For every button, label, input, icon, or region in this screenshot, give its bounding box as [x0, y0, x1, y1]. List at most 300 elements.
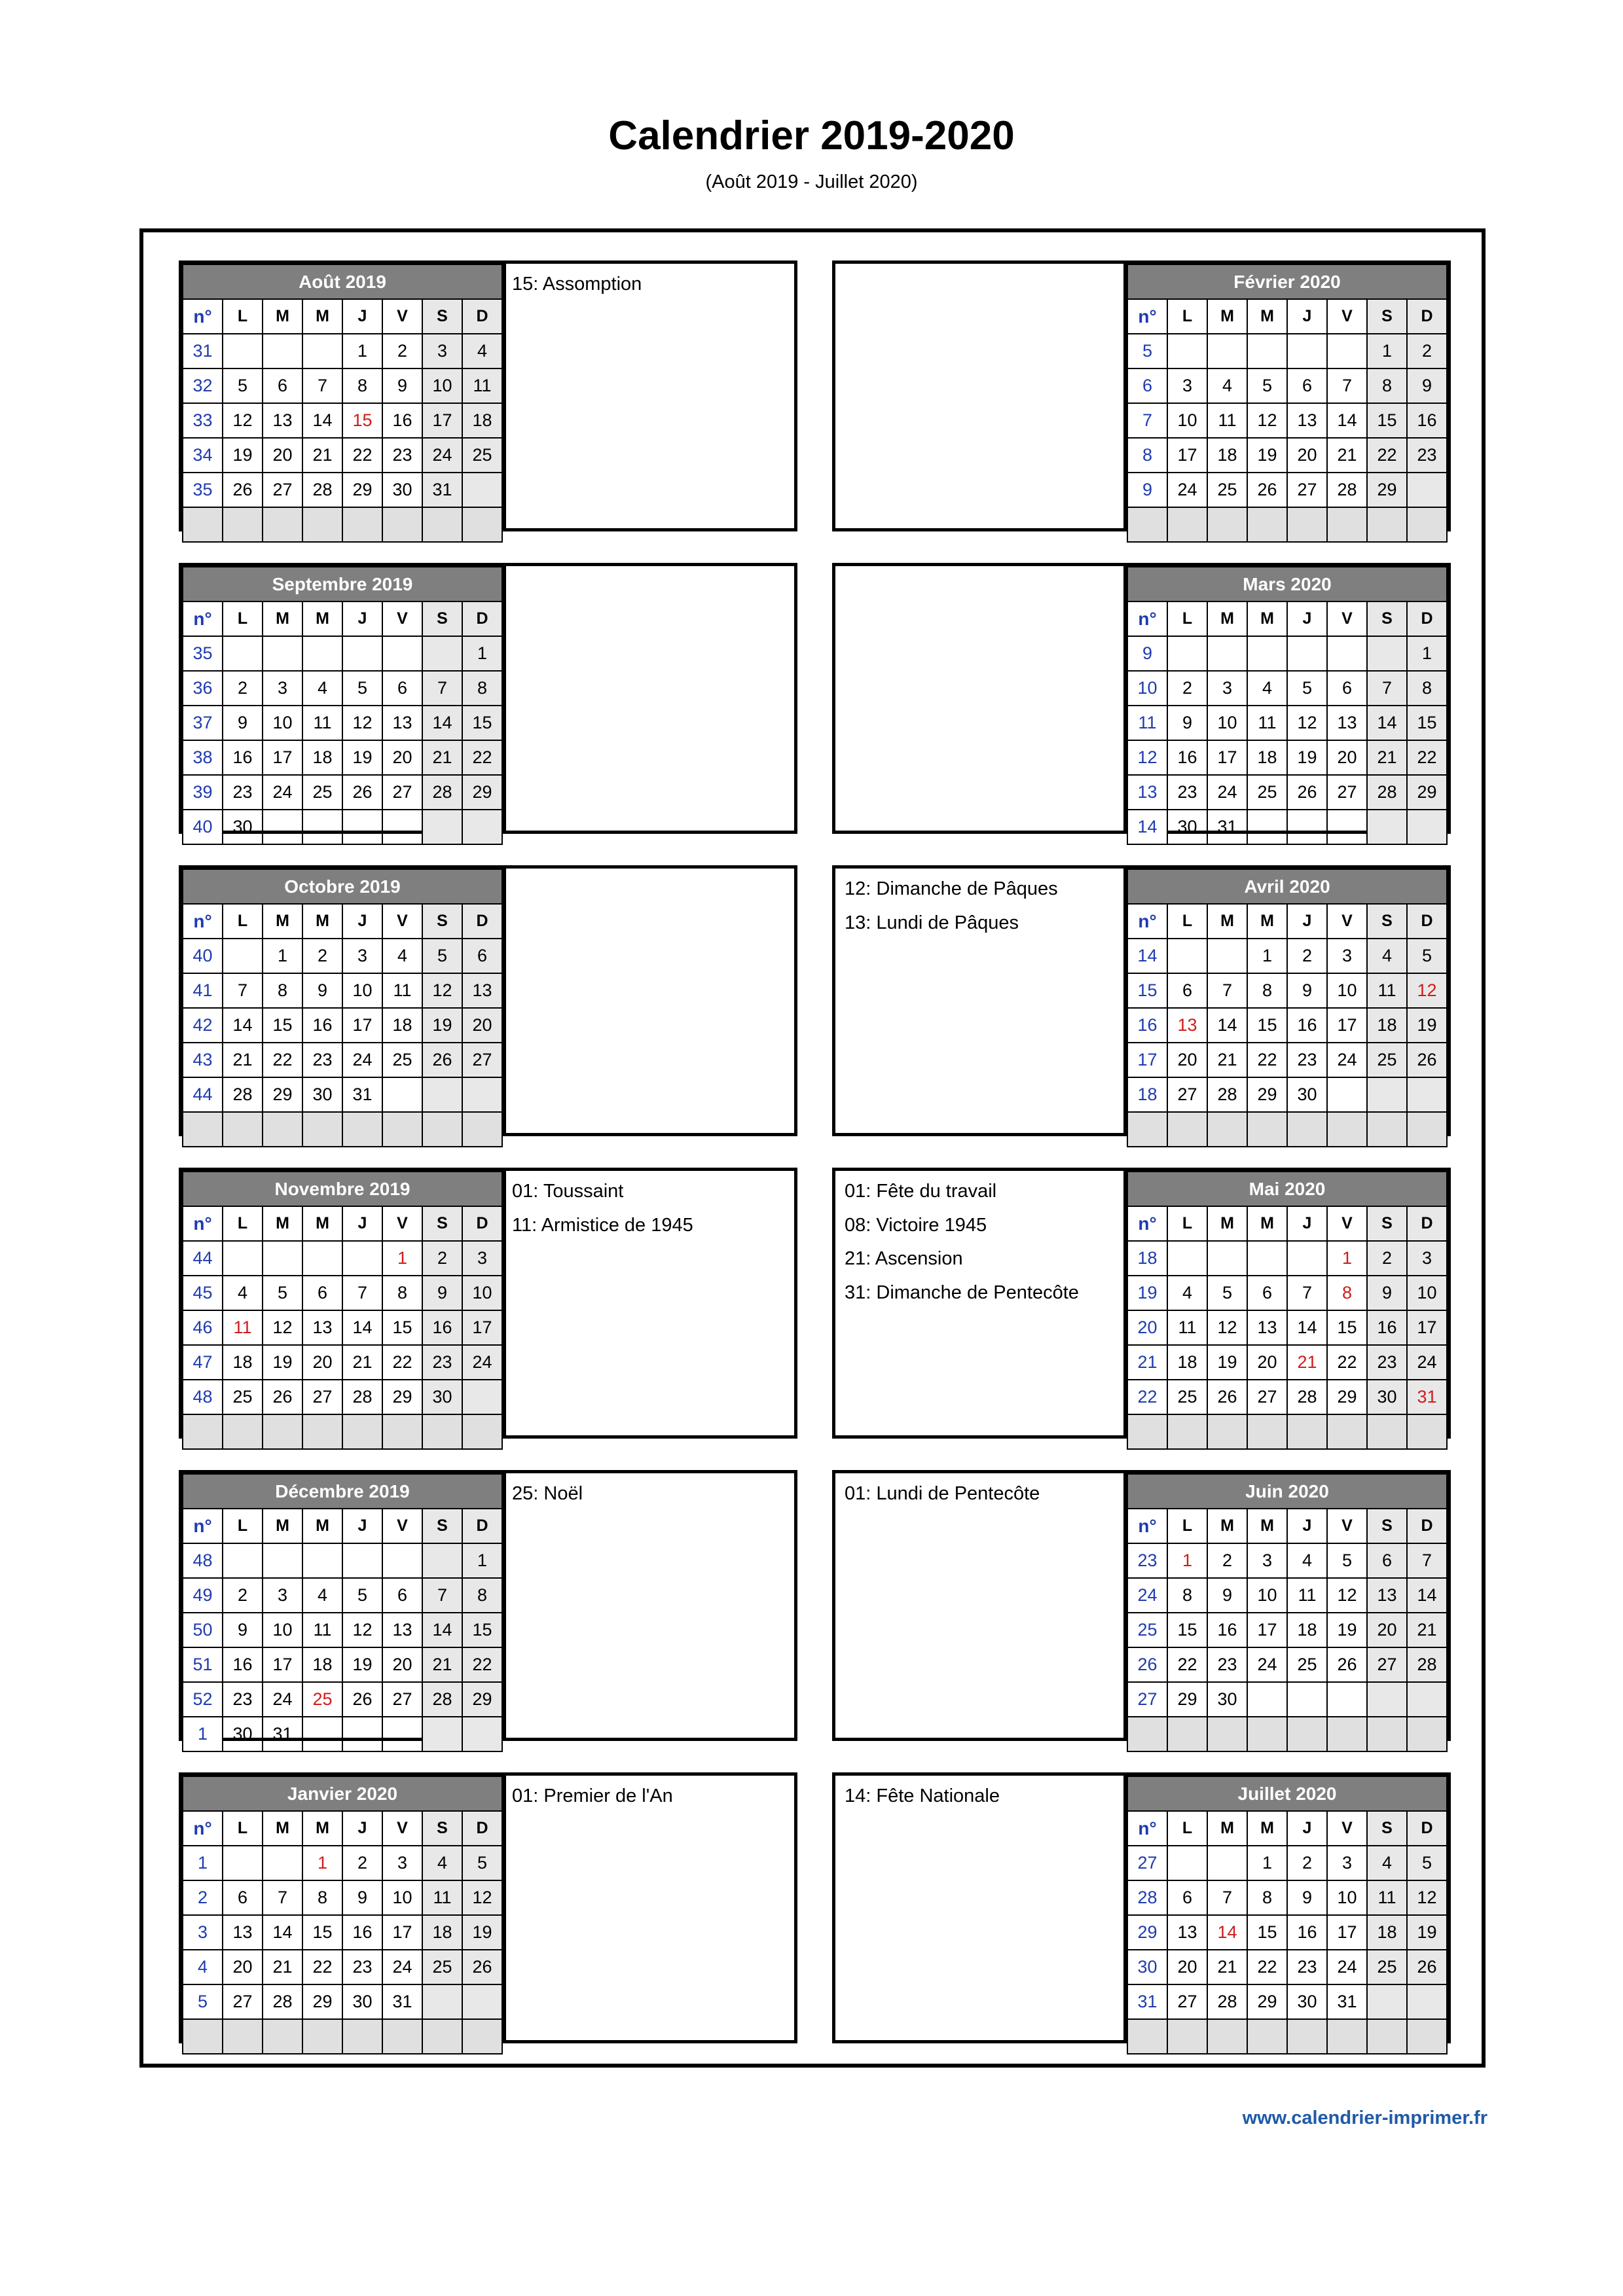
- week-number: 12: [1127, 740, 1167, 775]
- day-header: M: [1207, 601, 1247, 636]
- day-cell: 8: [382, 1276, 422, 1310]
- day-cell: 24: [1327, 1043, 1367, 1077]
- day-cell: [422, 507, 462, 542]
- day-cell: [342, 1112, 382, 1147]
- day-cell: 21: [422, 740, 462, 775]
- day-cell: [1327, 1112, 1367, 1147]
- month-name: Avril 2020: [1127, 869, 1447, 904]
- month-calendar: [1123, 566, 1448, 836]
- day-cell: [1407, 1112, 1447, 1147]
- day-cell: [1247, 636, 1287, 671]
- week-number: 20: [1127, 1310, 1167, 1345]
- holiday-note: 31: Dimanche de Pentecôte: [845, 1282, 1079, 1303]
- day-cell: 7: [1207, 973, 1247, 1008]
- week-number: 10: [1127, 671, 1167, 706]
- day-cell: [1167, 1717, 1207, 1751]
- day-cell: 24: [382, 1950, 422, 1984]
- day-cell: 15: [302, 1915, 342, 1950]
- week-number: [183, 1112, 223, 1147]
- week-number: 35: [183, 636, 223, 671]
- day-cell: [382, 1112, 422, 1147]
- day-header: M: [1207, 904, 1247, 939]
- month-block: [179, 1470, 797, 1744]
- month-calendar: [1123, 1473, 1448, 1738]
- day-cell: 7: [223, 973, 263, 1008]
- day-cell: [1247, 1717, 1287, 1751]
- day-header: V: [382, 1811, 422, 1846]
- day-cell: [1367, 2019, 1407, 2054]
- day-cell: 12: [342, 1613, 382, 1647]
- day-header: J: [1287, 1811, 1327, 1846]
- week-number: 23: [1127, 1543, 1167, 1578]
- day-cell: 29: [342, 473, 382, 507]
- day-cell: [1247, 2019, 1287, 2054]
- week-number: 40: [183, 939, 223, 973]
- week-number-header: n°: [183, 1206, 223, 1241]
- month-block: [832, 1168, 1451, 1439]
- day-cell: [462, 1112, 502, 1147]
- month-calendar: [182, 566, 506, 836]
- day-header: M: [1207, 1509, 1247, 1543]
- day-cell: 3: [382, 1846, 422, 1880]
- day-cell: 5: [263, 1276, 302, 1310]
- day-cell: 25: [223, 1380, 263, 1414]
- week-row: [1127, 403, 1447, 438]
- day-cell: 12: [1407, 1880, 1447, 1915]
- day-header: J: [1287, 1509, 1327, 1543]
- day-cell: 11: [1287, 1578, 1327, 1613]
- day-cell: [462, 1077, 502, 1112]
- week-number: 35: [183, 473, 223, 507]
- day-cell: [422, 1717, 462, 1751]
- day-cell: 2: [1207, 1543, 1247, 1578]
- week-number: 38: [183, 740, 223, 775]
- day-cell: 31: [1407, 1380, 1447, 1414]
- day-cell: [1327, 636, 1367, 671]
- month-name: Septembre 2019: [183, 567, 502, 601]
- day-cell: [1367, 1717, 1407, 1751]
- day-cell: 1: [462, 636, 502, 671]
- day-cell: 7: [1367, 671, 1407, 706]
- day-cell: [1287, 334, 1327, 368]
- day-cell: [1287, 1682, 1327, 1717]
- month-name: Mars 2020: [1127, 567, 1447, 601]
- week-row: [183, 1578, 502, 1613]
- day-cell: 1: [302, 1846, 342, 1880]
- day-cell: 8: [1367, 368, 1407, 403]
- day-cell: 23: [1167, 775, 1207, 810]
- day-cell: 18: [1207, 438, 1247, 473]
- week-row: [1127, 1345, 1447, 1380]
- day-cell: 31: [422, 473, 462, 507]
- week-row: [1127, 368, 1447, 403]
- day-cell: 15: [382, 1310, 422, 1345]
- day-cell: 13: [382, 1613, 422, 1647]
- day-cell: [302, 2019, 342, 2054]
- day-cell: 16: [422, 1310, 462, 1345]
- day-cell: 23: [1367, 1345, 1407, 1380]
- day-cell: 3: [342, 939, 382, 973]
- month-table: [1127, 566, 1448, 845]
- day-cell: 6: [1327, 671, 1367, 706]
- week-row: [1127, 1414, 1447, 1449]
- day-cell: [422, 2019, 462, 2054]
- week-number: 15: [1127, 973, 1167, 1008]
- day-cell: 19: [422, 1008, 462, 1043]
- day-cell: 14: [1287, 1310, 1327, 1345]
- week-number-header: n°: [1127, 904, 1167, 939]
- holiday-notes: [835, 264, 1130, 268]
- day-cell: 29: [462, 1682, 502, 1717]
- day-header: M: [1247, 1811, 1287, 1846]
- week-row: [183, 368, 502, 403]
- day-cell: [382, 1414, 422, 1449]
- week-number: 37: [183, 706, 223, 740]
- day-cell: [1247, 334, 1287, 368]
- day-cell: 7: [1327, 368, 1367, 403]
- day-cell: 22: [462, 1647, 502, 1682]
- week-row: [1127, 1276, 1447, 1310]
- day-cell: 5: [1247, 368, 1287, 403]
- day-cell: 30: [223, 1717, 263, 1751]
- day-cell: 27: [263, 473, 302, 507]
- week-row: [183, 1682, 502, 1717]
- holiday-note: 13: Lundi de Pâques: [845, 912, 1019, 933]
- day-cell: 31: [1327, 1984, 1367, 2019]
- day-cell: 13: [1367, 1578, 1407, 1613]
- day-header: V: [1327, 299, 1367, 334]
- week-row: [1127, 1846, 1447, 1880]
- day-header: D: [462, 904, 502, 939]
- day-cell: 2: [302, 939, 342, 973]
- day-cell: [223, 334, 263, 368]
- day-header: V: [382, 601, 422, 636]
- day-cell: 15: [1367, 403, 1407, 438]
- day-header: M: [263, 601, 302, 636]
- week-number-header: n°: [1127, 601, 1167, 636]
- day-cell: 18: [302, 1647, 342, 1682]
- day-cell: [1207, 2019, 1247, 2054]
- day-cell: 5: [1327, 1543, 1367, 1578]
- month-calendar: [182, 1171, 506, 1435]
- day-cell: 12: [1327, 1578, 1367, 1613]
- day-cell: [1247, 810, 1287, 844]
- day-header: M: [1207, 1811, 1247, 1846]
- day-cell: 19: [342, 1647, 382, 1682]
- week-row: [1127, 1380, 1447, 1414]
- week-row: [183, 1276, 502, 1310]
- month-block: [179, 1772, 797, 2043]
- week-row: [183, 1414, 502, 1449]
- day-cell: 28: [263, 1984, 302, 2019]
- day-header: V: [1327, 1811, 1367, 1846]
- day-cell: [1167, 2019, 1207, 2054]
- day-cell: 26: [1287, 775, 1327, 810]
- week-number: 33: [183, 403, 223, 438]
- day-header: L: [1167, 1509, 1207, 1543]
- day-cell: 9: [302, 973, 342, 1008]
- day-cell: [263, 810, 302, 844]
- day-cell: 11: [302, 706, 342, 740]
- month-table: [1127, 264, 1448, 543]
- week-number: 46: [183, 1310, 223, 1345]
- day-cell: 1: [462, 1543, 502, 1578]
- day-cell: [1207, 1414, 1247, 1449]
- week-number: 6: [1127, 368, 1167, 403]
- holiday-notes: [503, 869, 797, 872]
- day-header: M: [263, 1811, 302, 1846]
- day-cell: 7: [422, 1578, 462, 1613]
- holiday-notes: [835, 1776, 1130, 1814]
- day-cell: 13: [302, 1310, 342, 1345]
- day-cell: 18: [1367, 1008, 1407, 1043]
- day-cell: 15: [1167, 1613, 1207, 1647]
- week-number: 29: [1127, 1915, 1167, 1950]
- day-cell: 23: [422, 1345, 462, 1380]
- week-number: 34: [183, 438, 223, 473]
- week-number: 27: [1127, 1846, 1167, 1880]
- week-number-header: n°: [1127, 1206, 1167, 1241]
- week-row: [183, 2019, 502, 2054]
- day-header: S: [1367, 299, 1407, 334]
- week-row: [1127, 2019, 1447, 2054]
- day-cell: 21: [422, 1647, 462, 1682]
- day-cell: 22: [1167, 1647, 1207, 1682]
- day-cell: 16: [1367, 1310, 1407, 1345]
- day-cell: 4: [462, 334, 502, 368]
- day-cell: 15: [1247, 1008, 1287, 1043]
- month-name: Février 2020: [1127, 264, 1447, 299]
- day-cell: [1327, 1414, 1367, 1449]
- holiday-note: 01: Toussaint: [512, 1181, 624, 1202]
- day-cell: 10: [462, 1276, 502, 1310]
- day-cell: [1367, 507, 1407, 542]
- day-cell: [1167, 1241, 1207, 1276]
- day-header: M: [1247, 299, 1287, 334]
- day-cell: 27: [1287, 473, 1327, 507]
- day-cell: [382, 1077, 422, 1112]
- day-cell: 4: [1207, 368, 1247, 403]
- week-number: 48: [183, 1380, 223, 1414]
- month-table: [1127, 1473, 1448, 1752]
- week-number: 17: [1127, 1043, 1167, 1077]
- day-header: M: [302, 299, 342, 334]
- week-number: 51: [183, 1647, 223, 1682]
- day-cell: 20: [302, 1345, 342, 1380]
- day-cell: 15: [462, 706, 502, 740]
- holiday-notes: [503, 1171, 797, 1242]
- day-header: J: [1287, 904, 1327, 939]
- day-cell: 13: [462, 973, 502, 1008]
- website-link[interactable]: www.calendrier-imprimer.fr: [1242, 2108, 1487, 2128]
- day-cell: 28: [1207, 1984, 1247, 2019]
- day-cell: 10: [1167, 403, 1207, 438]
- day-cell: 31: [263, 1717, 302, 1751]
- day-header: M: [1247, 904, 1287, 939]
- day-cell: 7: [263, 1880, 302, 1915]
- day-header: M: [263, 299, 302, 334]
- day-cell: 8: [1407, 671, 1447, 706]
- day-cell: [223, 1846, 263, 1880]
- day-cell: 2: [1367, 1241, 1407, 1276]
- day-cell: 26: [1407, 1043, 1447, 1077]
- day-cell: 4: [1367, 1846, 1407, 1880]
- day-cell: 27: [1247, 1380, 1287, 1414]
- day-cell: [342, 1543, 382, 1578]
- day-header: L: [1167, 904, 1207, 939]
- day-cell: 29: [1167, 1682, 1207, 1717]
- week-row: [1127, 706, 1447, 740]
- day-cell: [462, 1717, 502, 1751]
- day-cell: [1287, 1241, 1327, 1276]
- month-table: [182, 1171, 503, 1450]
- day-header: V: [382, 904, 422, 939]
- week-number: 43: [183, 1043, 223, 1077]
- week-number: 14: [1127, 810, 1167, 844]
- day-cell: 9: [382, 368, 422, 403]
- day-cell: 11: [1367, 973, 1407, 1008]
- day-cell: 11: [1247, 706, 1287, 740]
- day-cell: 25: [1247, 775, 1287, 810]
- month-table: [182, 566, 503, 845]
- day-cell: 23: [382, 438, 422, 473]
- day-cell: 24: [422, 438, 462, 473]
- day-cell: [1207, 334, 1247, 368]
- week-row: [183, 1915, 502, 1950]
- day-cell: [1207, 1717, 1247, 1751]
- week-row: [183, 1880, 502, 1915]
- day-cell: 11: [1167, 1310, 1207, 1345]
- month-block: [179, 260, 797, 531]
- month-block: [832, 865, 1451, 1136]
- day-cell: 2: [382, 334, 422, 368]
- day-cell: [223, 1241, 263, 1276]
- week-row: [183, 1112, 502, 1147]
- day-header: S: [422, 299, 462, 334]
- day-header: J: [342, 299, 382, 334]
- day-cell: [223, 939, 263, 973]
- day-header: S: [1367, 1206, 1407, 1241]
- day-cell: 29: [302, 1984, 342, 2019]
- day-cell: 1: [342, 334, 382, 368]
- day-cell: 30: [342, 1984, 382, 2019]
- day-cell: [263, 636, 302, 671]
- day-cell: 6: [1287, 368, 1327, 403]
- week-number-header: n°: [183, 601, 223, 636]
- day-header: J: [1287, 1206, 1327, 1241]
- day-cell: [1327, 507, 1367, 542]
- week-number: 49: [183, 1578, 223, 1613]
- day-cell: [1407, 1717, 1447, 1751]
- day-cell: [1207, 939, 1247, 973]
- day-cell: 9: [1287, 1880, 1327, 1915]
- holiday-notes: [835, 1171, 1130, 1310]
- day-cell: 24: [1247, 1647, 1287, 1682]
- day-cell: 10: [1327, 1880, 1367, 1915]
- day-cell: 20: [263, 438, 302, 473]
- day-cell: [223, 1112, 263, 1147]
- week-row: [1127, 740, 1447, 775]
- day-cell: 19: [1327, 1613, 1367, 1647]
- week-row: [1127, 507, 1447, 542]
- day-cell: 11: [1207, 403, 1247, 438]
- day-header: D: [1407, 601, 1447, 636]
- holiday-note: 25: Noël: [512, 1483, 583, 1504]
- day-cell: 1: [263, 939, 302, 973]
- day-cell: 5: [223, 368, 263, 403]
- day-cell: 10: [263, 1613, 302, 1647]
- day-cell: 8: [1247, 1880, 1287, 1915]
- week-number: 22: [1127, 1380, 1167, 1414]
- day-cell: 21: [1367, 740, 1407, 775]
- day-cell: 22: [1247, 1043, 1287, 1077]
- day-cell: 22: [462, 740, 502, 775]
- day-cell: [302, 1112, 342, 1147]
- day-cell: 2: [1407, 334, 1447, 368]
- week-number-header: n°: [1127, 1509, 1167, 1543]
- day-cell: 15: [263, 1008, 302, 1043]
- day-cell: 26: [263, 1380, 302, 1414]
- day-header: J: [1287, 299, 1327, 334]
- day-cell: 21: [1407, 1613, 1447, 1647]
- day-cell: 30: [1207, 1682, 1247, 1717]
- day-cell: [1287, 1112, 1327, 1147]
- day-cell: 28: [1367, 775, 1407, 810]
- day-cell: 23: [302, 1043, 342, 1077]
- week-row: [183, 1647, 502, 1682]
- day-cell: 18: [1167, 1345, 1207, 1380]
- day-cell: 18: [1247, 740, 1287, 775]
- month-name: Août 2019: [183, 264, 502, 299]
- day-cell: 17: [263, 740, 302, 775]
- day-cell: 2: [223, 671, 263, 706]
- day-cell: 6: [263, 368, 302, 403]
- day-cell: 20: [1367, 1613, 1407, 1647]
- day-cell: 27: [1167, 1984, 1207, 2019]
- day-cell: 2: [1287, 939, 1327, 973]
- day-cell: [382, 507, 422, 542]
- day-header: L: [223, 1206, 263, 1241]
- day-cell: [462, 1380, 502, 1414]
- week-row: [1127, 1077, 1447, 1112]
- day-cell: 18: [1367, 1915, 1407, 1950]
- day-cell: 8: [462, 671, 502, 706]
- day-cell: 7: [1407, 1543, 1447, 1578]
- week-row: [183, 1008, 502, 1043]
- day-cell: [382, 2019, 422, 2054]
- week-number: 1: [183, 1846, 223, 1880]
- week-number: 5: [1127, 334, 1167, 368]
- day-header: V: [1327, 601, 1367, 636]
- day-cell: 19: [1407, 1915, 1447, 1950]
- day-cell: [422, 810, 462, 844]
- day-cell: 26: [223, 473, 263, 507]
- day-cell: 17: [1207, 740, 1247, 775]
- day-cell: 19: [342, 740, 382, 775]
- day-cell: 5: [422, 939, 462, 973]
- day-cell: 3: [422, 334, 462, 368]
- day-cell: 5: [342, 1578, 382, 1613]
- day-cell: 10: [263, 706, 302, 740]
- day-cell: 9: [223, 706, 263, 740]
- day-cell: 24: [1167, 473, 1207, 507]
- month-table: [182, 1776, 503, 2054]
- day-cell: 28: [1327, 473, 1367, 507]
- day-header: S: [1367, 601, 1407, 636]
- day-cell: [1207, 1112, 1247, 1147]
- week-number: 48: [183, 1543, 223, 1578]
- day-cell: [263, 1112, 302, 1147]
